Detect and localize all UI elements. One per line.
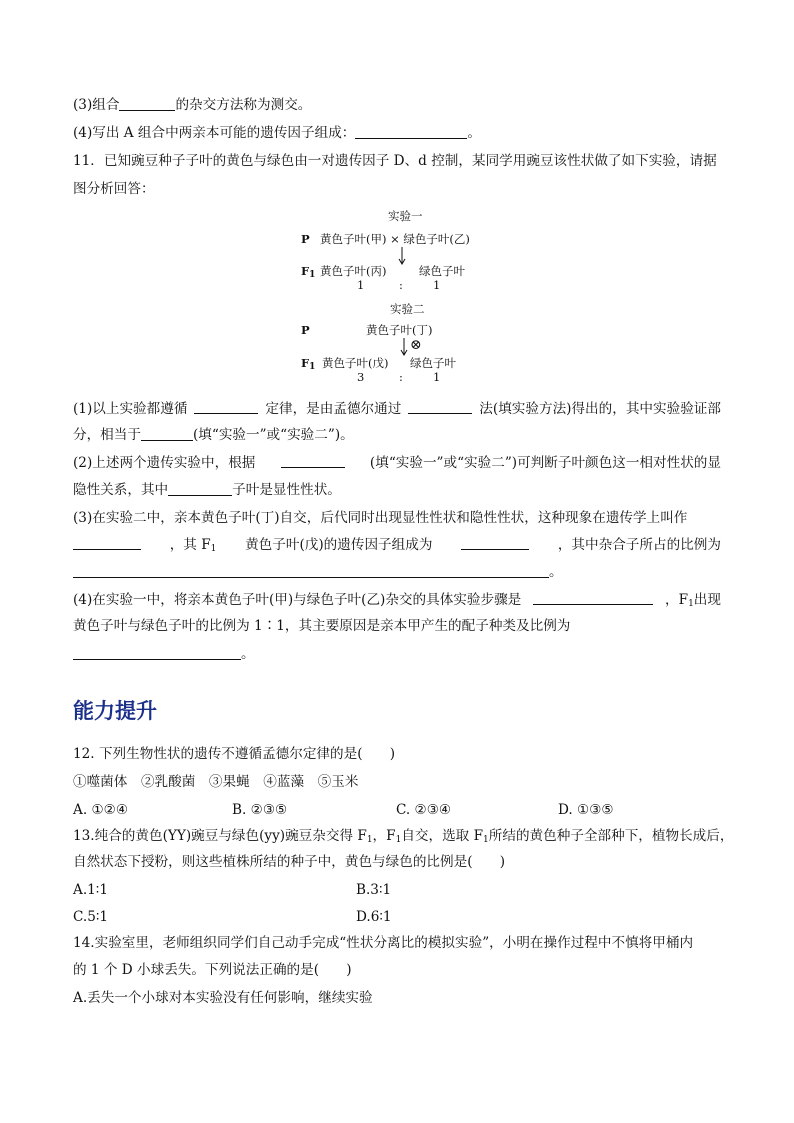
q11-p4-line1: (4)在实验一中，将亲本黄色子叶(甲)与绿色子叶(乙)杂交的具体实验步骤是 ，$F_1$出现: [73, 592, 721, 609]
exp2-ratio-colon: :: [399, 370, 403, 384]
exp2-ratio-b: 1: [433, 370, 441, 384]
exp1-f1-green: 绿色子叶: [419, 264, 465, 278]
section-title: 能力提升: [73, 699, 157, 723]
exp2-ratio-a: 3: [357, 370, 365, 384]
q13-option-b[interactable]: B.3∶1: [356, 882, 392, 898]
q12-option-c[interactable]: C. ②③④: [396, 802, 452, 818]
q12-stem: 12. 下列生物性状的遗传不遵循孟德尔定律的是( ): [73, 746, 396, 762]
q14-option-a[interactable]: A.丢失一个小球对本实验没有任何影响，继续实验: [73, 990, 373, 1006]
q13-stem-line1: 13.纯合的黄色(YY)豌豆与绿色(yy)豌豆杂交得 $F_1$，$F_1$自交，选取 $F_1$所结的黄色种子全部种下，植物长成后，: [73, 828, 734, 845]
arrow-down-icon: [400, 338, 408, 356]
q11-p3-line2: ，其 $F_1$ 黄色子叶(戊)的遗传因子组成为 ，其中杂合子所占的比例为: [73, 535, 721, 559]
exp1-cross: 黄色子叶(甲) × 绿色子叶(乙): [320, 232, 470, 246]
answer-blank[interactable]: [73, 535, 141, 550]
answer-blank[interactable]: [355, 124, 467, 139]
q11-p1-line2: 分，相当于 (填“实验一”或“实验二”)。: [73, 427, 354, 443]
answer-blank[interactable]: [408, 399, 472, 414]
exp1-ratio-colon: :: [399, 278, 403, 292]
q11-p4-line3: 。: [73, 644, 255, 664]
q12-option-b[interactable]: B. ②③⑤: [232, 802, 288, 818]
q11-p3-line1: (3)在实验二中，亲本黄色子叶(丁)自交，后代同时出现显性性状和隐性性状，这种现象在遗传学上叫作: [73, 510, 688, 526]
q14-stem-line2: 的 1 个 D 小球丢失。下列说法正确的是( ): [73, 962, 352, 978]
q11-p4-line2: 黄色子叶与绿色子叶的比例为 1∶1，其主要原因是亲本甲产生的配子种类及比例为: [73, 618, 571, 634]
q11-p3-line3: 。: [73, 562, 563, 582]
q12-option-d[interactable]: D. ①③⑤: [558, 802, 614, 818]
exp1-f1-yellow: 黄色子叶(丙): [320, 264, 387, 278]
exp1-ratio-b: 1: [433, 278, 441, 292]
answer-blank[interactable]: [168, 481, 232, 496]
answer-blank[interactable]: [73, 563, 549, 578]
q11-p2-line2: 隐性关系，其中 子叶是显性性状。: [73, 482, 341, 498]
answer-blank[interactable]: [119, 96, 175, 111]
q10-line4: (4)写出 A 组合中两亲本可能的遗传因子组成： 。: [73, 125, 481, 141]
answer-blank[interactable]: [461, 535, 529, 550]
q11-p1-line1: (1)以上实验都遵循 定律，是由孟德尔通过 法(填实验方法)得出的，其中实验验证部: [73, 401, 721, 417]
q11-p2-line1: (2)上述两个遗传实验中，根据 (填“实验一”或“实验二”)可判断子叶颜色这一相对性状的显: [73, 455, 721, 471]
answer-blank[interactable]: [194, 399, 258, 414]
exp1-f1-label: $F_1$: [301, 264, 316, 280]
answer-blank[interactable]: [281, 453, 345, 468]
exp2-f1-label: $F_1$: [301, 356, 316, 372]
q10-line3: (3)组合 的杂交方法称为测交。: [73, 97, 312, 113]
q12-items: ①噬菌体 ②乳酸菌 ③果蝇 ④蓝藻 ⑤玉米: [73, 774, 359, 790]
q11-stem-line1: 11．已知豌豆种子子叶的黄色与绿色由一对遗传因子 D、d 控制，某同学用豌豆该性状做了如下实验，请据: [73, 153, 717, 169]
selfing-symbol: ⊗: [410, 337, 422, 353]
answer-blank[interactable]: [73, 645, 241, 660]
exp1-p-label: P: [301, 232, 310, 246]
exp2-p-label: P: [301, 323, 310, 337]
q13-option-a[interactable]: A.1∶1: [73, 882, 108, 898]
exp1-title: 实验一: [388, 209, 423, 223]
q12-option-a[interactable]: A. ①②④: [73, 802, 129, 818]
answer-blank[interactable]: [533, 590, 653, 605]
exp1-ratio-a: 1: [357, 278, 365, 292]
q14-stem-line1: 14.实验室里，老师组织同学们自己动手完成“性状分离比的模拟实验”，小明在操作过程中不慎将甲桶内: [73, 935, 694, 951]
q11-stem-line2: 图分析回答：: [73, 181, 155, 197]
exp2-f1-green: 绿色子叶: [410, 356, 456, 370]
exp2-title: 实验二: [390, 302, 425, 316]
q13-option-d[interactable]: D.6∶1: [356, 909, 392, 925]
q13-stem-line2: 自然状态下授粉，则这些植株所结的种子中，黄色与绿色的比例是( ): [73, 854, 506, 870]
exp2-parent: 黄色子叶(丁): [366, 323, 433, 337]
answer-blank[interactable]: [141, 426, 193, 441]
exp2-f1-yellow: 黄色子叶(戊): [322, 356, 389, 370]
arrow-down-icon: [398, 247, 406, 265]
q13-option-c[interactable]: C.5∶1: [73, 909, 109, 925]
